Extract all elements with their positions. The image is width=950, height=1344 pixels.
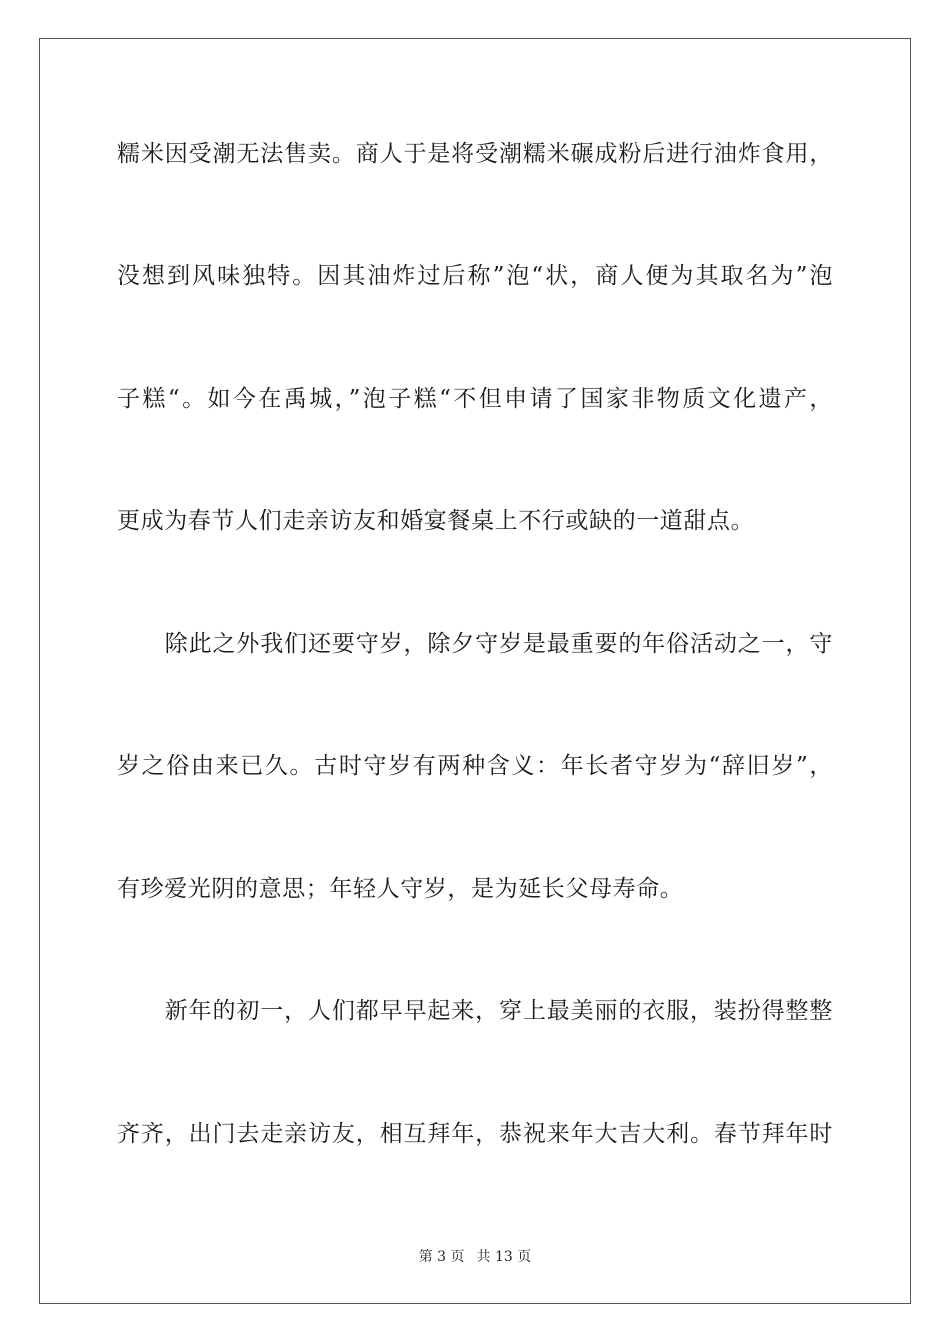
paragraph-line-6: 岁之俗由来已久。古时守岁有两种含义：年长者守岁为“辞旧岁”， xyxy=(117,753,833,779)
paragraph-line-1: 糯米因受潮无法售卖。商人于是将受潮糯米碾成粉后进行油炸食用， xyxy=(117,141,833,167)
page-border xyxy=(39,38,911,1304)
page-number: 第 3 页 xyxy=(418,1249,465,1265)
paragraph-line-7: 有珍爱光阴的意思；年轻人守岁，是为延长父母寿命。 xyxy=(117,876,684,902)
page-footer xyxy=(0,1248,950,1266)
page-total: 共 13 页 xyxy=(476,1249,532,1265)
paragraph-line-4: 更成为春节人们走亲访友和婚宴餐桌上不行或缺的一道甜点。 xyxy=(117,508,755,534)
paragraph-line-5: 除此之外我们还要守岁，除夕守岁是最重要的年俗活动之一，守 xyxy=(117,631,833,657)
paragraph-line-2: 没想到风味独特。因其油炸过后称”泡“状，商人便为其取名为”泡 xyxy=(117,263,833,289)
paragraph-line-9: 齐齐，出门去走亲访友，相互拜年，恭祝来年大吉大利。春节拜年时 xyxy=(117,1121,833,1147)
paragraph-line-3: 子糕“。如今在禹城，”泡子糕“不但申请了国家非物质文化遗产， xyxy=(117,386,833,412)
paragraph-line-8: 新年的初一，人们都早早起来，穿上最美丽的衣服，装扮得整整 xyxy=(117,998,833,1024)
